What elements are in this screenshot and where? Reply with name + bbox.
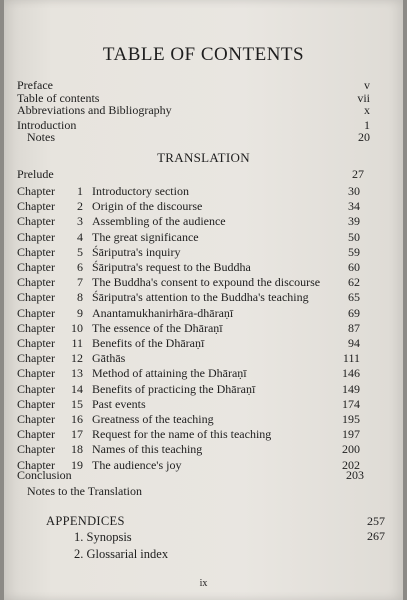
page-title: TABLE OF CONTENTS	[102, 44, 305, 65]
toc-page: 27	[352, 167, 364, 181]
chapter-word: Chapter	[17, 214, 55, 229]
chapter-word: Chapter	[17, 199, 55, 214]
chapter-title: Names of this teaching	[92, 442, 203, 457]
toc-label: Notes	[27, 130, 55, 144]
toc-label: Prelude	[17, 167, 54, 181]
chapter-page: 149	[342, 381, 360, 396]
chapter-number: 5	[77, 244, 83, 259]
translation-heading: TRANSLATION	[157, 150, 250, 165]
toc-label: Conclusion	[17, 468, 72, 482]
chapter-number: 6	[77, 260, 83, 274]
chapter-page: 146	[342, 366, 360, 381]
chapter-number: 18	[71, 442, 83, 457]
chapter-page: 65	[348, 290, 360, 305]
chapter-row	[17, 336, 370, 350]
chapter-word: Chapter	[17, 305, 55, 320]
appendices-heading: APPENDICES	[46, 514, 125, 528]
chapter-page: 195	[342, 412, 360, 426]
toc-page: vii	[357, 91, 370, 105]
chapter-page: 200	[342, 442, 360, 457]
chapter-title: Introductory section	[92, 184, 189, 198]
chapter-title: Śāriputra's request to the Buddha	[92, 260, 251, 274]
toc-row-prelude	[17, 168, 370, 181]
chapter-word: Chapter	[17, 427, 55, 442]
chapter-word: Chapter	[17, 351, 55, 366]
toc-row	[17, 104, 370, 117]
chapter-word: Chapter	[17, 442, 55, 457]
chapter-title: The Buddha's consent to expound the discourse	[92, 275, 321, 290]
chapter-word: Chapter	[17, 244, 55, 259]
chapter-title: Request for the name of this teaching	[92, 427, 272, 442]
chapter-page: 197	[342, 427, 360, 442]
toc-page: 20	[358, 130, 370, 144]
chapter-title: Origin of the discourse	[92, 199, 203, 214]
chapter-page: 87	[348, 320, 360, 335]
chapter-page: 174	[342, 396, 360, 411]
chapter-number: 1	[77, 184, 83, 198]
chapter-title: Benefits of practicing the Dhāraṇī	[92, 381, 256, 396]
chapter-row	[17, 199, 370, 213]
chapter-row	[17, 290, 370, 304]
chapter-row	[17, 306, 370, 320]
chapter-row	[17, 184, 370, 198]
toc-label: Introduction	[17, 118, 77, 132]
chapter-number: 7	[77, 275, 83, 290]
chapter-row	[17, 442, 370, 456]
chapter-row	[17, 427, 370, 441]
chapter-page: 50	[348, 229, 360, 244]
chapter-title: Gāthās	[92, 351, 126, 366]
chapter-word: Chapter	[17, 412, 55, 426]
chapter-page: 59	[348, 244, 360, 259]
chapter-title: Anantamukhanirhāra-dhāraṇī	[92, 305, 234, 320]
page-number: ix	[199, 578, 208, 589]
chapter-title: Method of attaining the Dhāraṇī	[92, 366, 247, 381]
chapter-row	[17, 321, 370, 335]
chapter-number: 2	[77, 199, 83, 214]
chapter-title: Greatness of the teaching	[92, 412, 214, 426]
chapter-page: 111	[342, 351, 360, 366]
chapter-word: Chapter	[17, 260, 55, 274]
chapter-title: The audience's joy	[92, 457, 182, 472]
chapter-page: 30	[348, 184, 360, 198]
chapter-number: 13	[71, 366, 83, 381]
toc-page: 203	[346, 468, 364, 482]
chapter-number: 10	[71, 320, 83, 335]
chapter-title: Śāriputra's inquiry	[92, 244, 181, 259]
chapter-number: 12	[71, 351, 83, 366]
chapter-row	[17, 397, 370, 411]
appendix-item: 2. Glossarial index	[74, 547, 169, 561]
chapter-number: 16	[71, 412, 83, 426]
chapter-title: Past events	[92, 396, 146, 411]
toc-row-conclusion	[17, 469, 370, 482]
chapter-word: Chapter	[17, 320, 55, 335]
chapter-row	[17, 245, 370, 259]
chapter-number: 9	[77, 305, 83, 320]
chapter-page: 94	[348, 336, 360, 350]
chapter-title: Benefits of the Dhāraṇī	[92, 336, 205, 350]
chapter-row	[17, 214, 370, 228]
chapter-word: Chapter	[17, 229, 55, 244]
toc-label: Preface	[17, 78, 53, 92]
toc-label: Table of contents	[17, 91, 100, 105]
chapter-word: Chapter	[17, 184, 55, 198]
chapter-page: 34	[348, 199, 360, 214]
chapter-row	[17, 382, 370, 396]
chapter-title: The great significance	[92, 229, 199, 244]
book-page	[4, 0, 403, 600]
chapter-title: Śāriputra's attention to the Buddha's teaching	[92, 290, 309, 305]
chapter-row	[17, 351, 370, 365]
chapter-row	[17, 260, 370, 274]
toc-row	[17, 131, 370, 144]
chapter-word: Chapter	[17, 366, 55, 381]
chapter-number: 15	[71, 396, 83, 411]
chapter-title: Assembling of the audience	[92, 214, 226, 229]
toc-page: 1	[364, 118, 370, 132]
chapter-row	[17, 230, 370, 244]
toc-page: x	[364, 103, 370, 117]
chapter-page: 202	[342, 457, 360, 472]
chapter-page: 62	[348, 275, 360, 290]
appendix-item: 1. Synopsis	[74, 530, 132, 544]
chapter-number: 17	[71, 427, 83, 442]
appendix-page: 257	[367, 514, 385, 528]
chapter-title: The essence of the Dhāraṇī	[92, 320, 223, 335]
chapter-word: Chapter	[17, 457, 55, 472]
appendix-page: 267	[367, 529, 385, 543]
toc-label: Notes to the Translation	[27, 484, 143, 498]
chapter-word: Chapter	[17, 275, 55, 290]
chapter-word: Chapter	[17, 381, 55, 396]
toc-label: Abbreviations and Bibliography	[17, 103, 172, 117]
chapter-row	[17, 275, 370, 289]
chapter-row	[17, 366, 370, 380]
chapter-word: Chapter	[17, 290, 55, 305]
toc-page: v	[364, 78, 370, 92]
chapter-number: 8	[77, 290, 83, 305]
chapter-word: Chapter	[17, 396, 55, 411]
chapter-page: 60	[348, 260, 360, 274]
chapter-number: 4	[77, 229, 83, 244]
chapter-row	[17, 412, 370, 426]
chapter-page: 39	[348, 214, 360, 229]
toc-row-translation-notes	[17, 485, 370, 498]
chapter-number: 11	[71, 336, 83, 350]
chapter-number: 19	[71, 457, 83, 472]
chapter-word: Chapter	[17, 336, 55, 350]
chapter-page: 69	[348, 305, 360, 320]
chapter-number: 3	[77, 214, 83, 229]
chapter-number: 14	[71, 381, 83, 396]
